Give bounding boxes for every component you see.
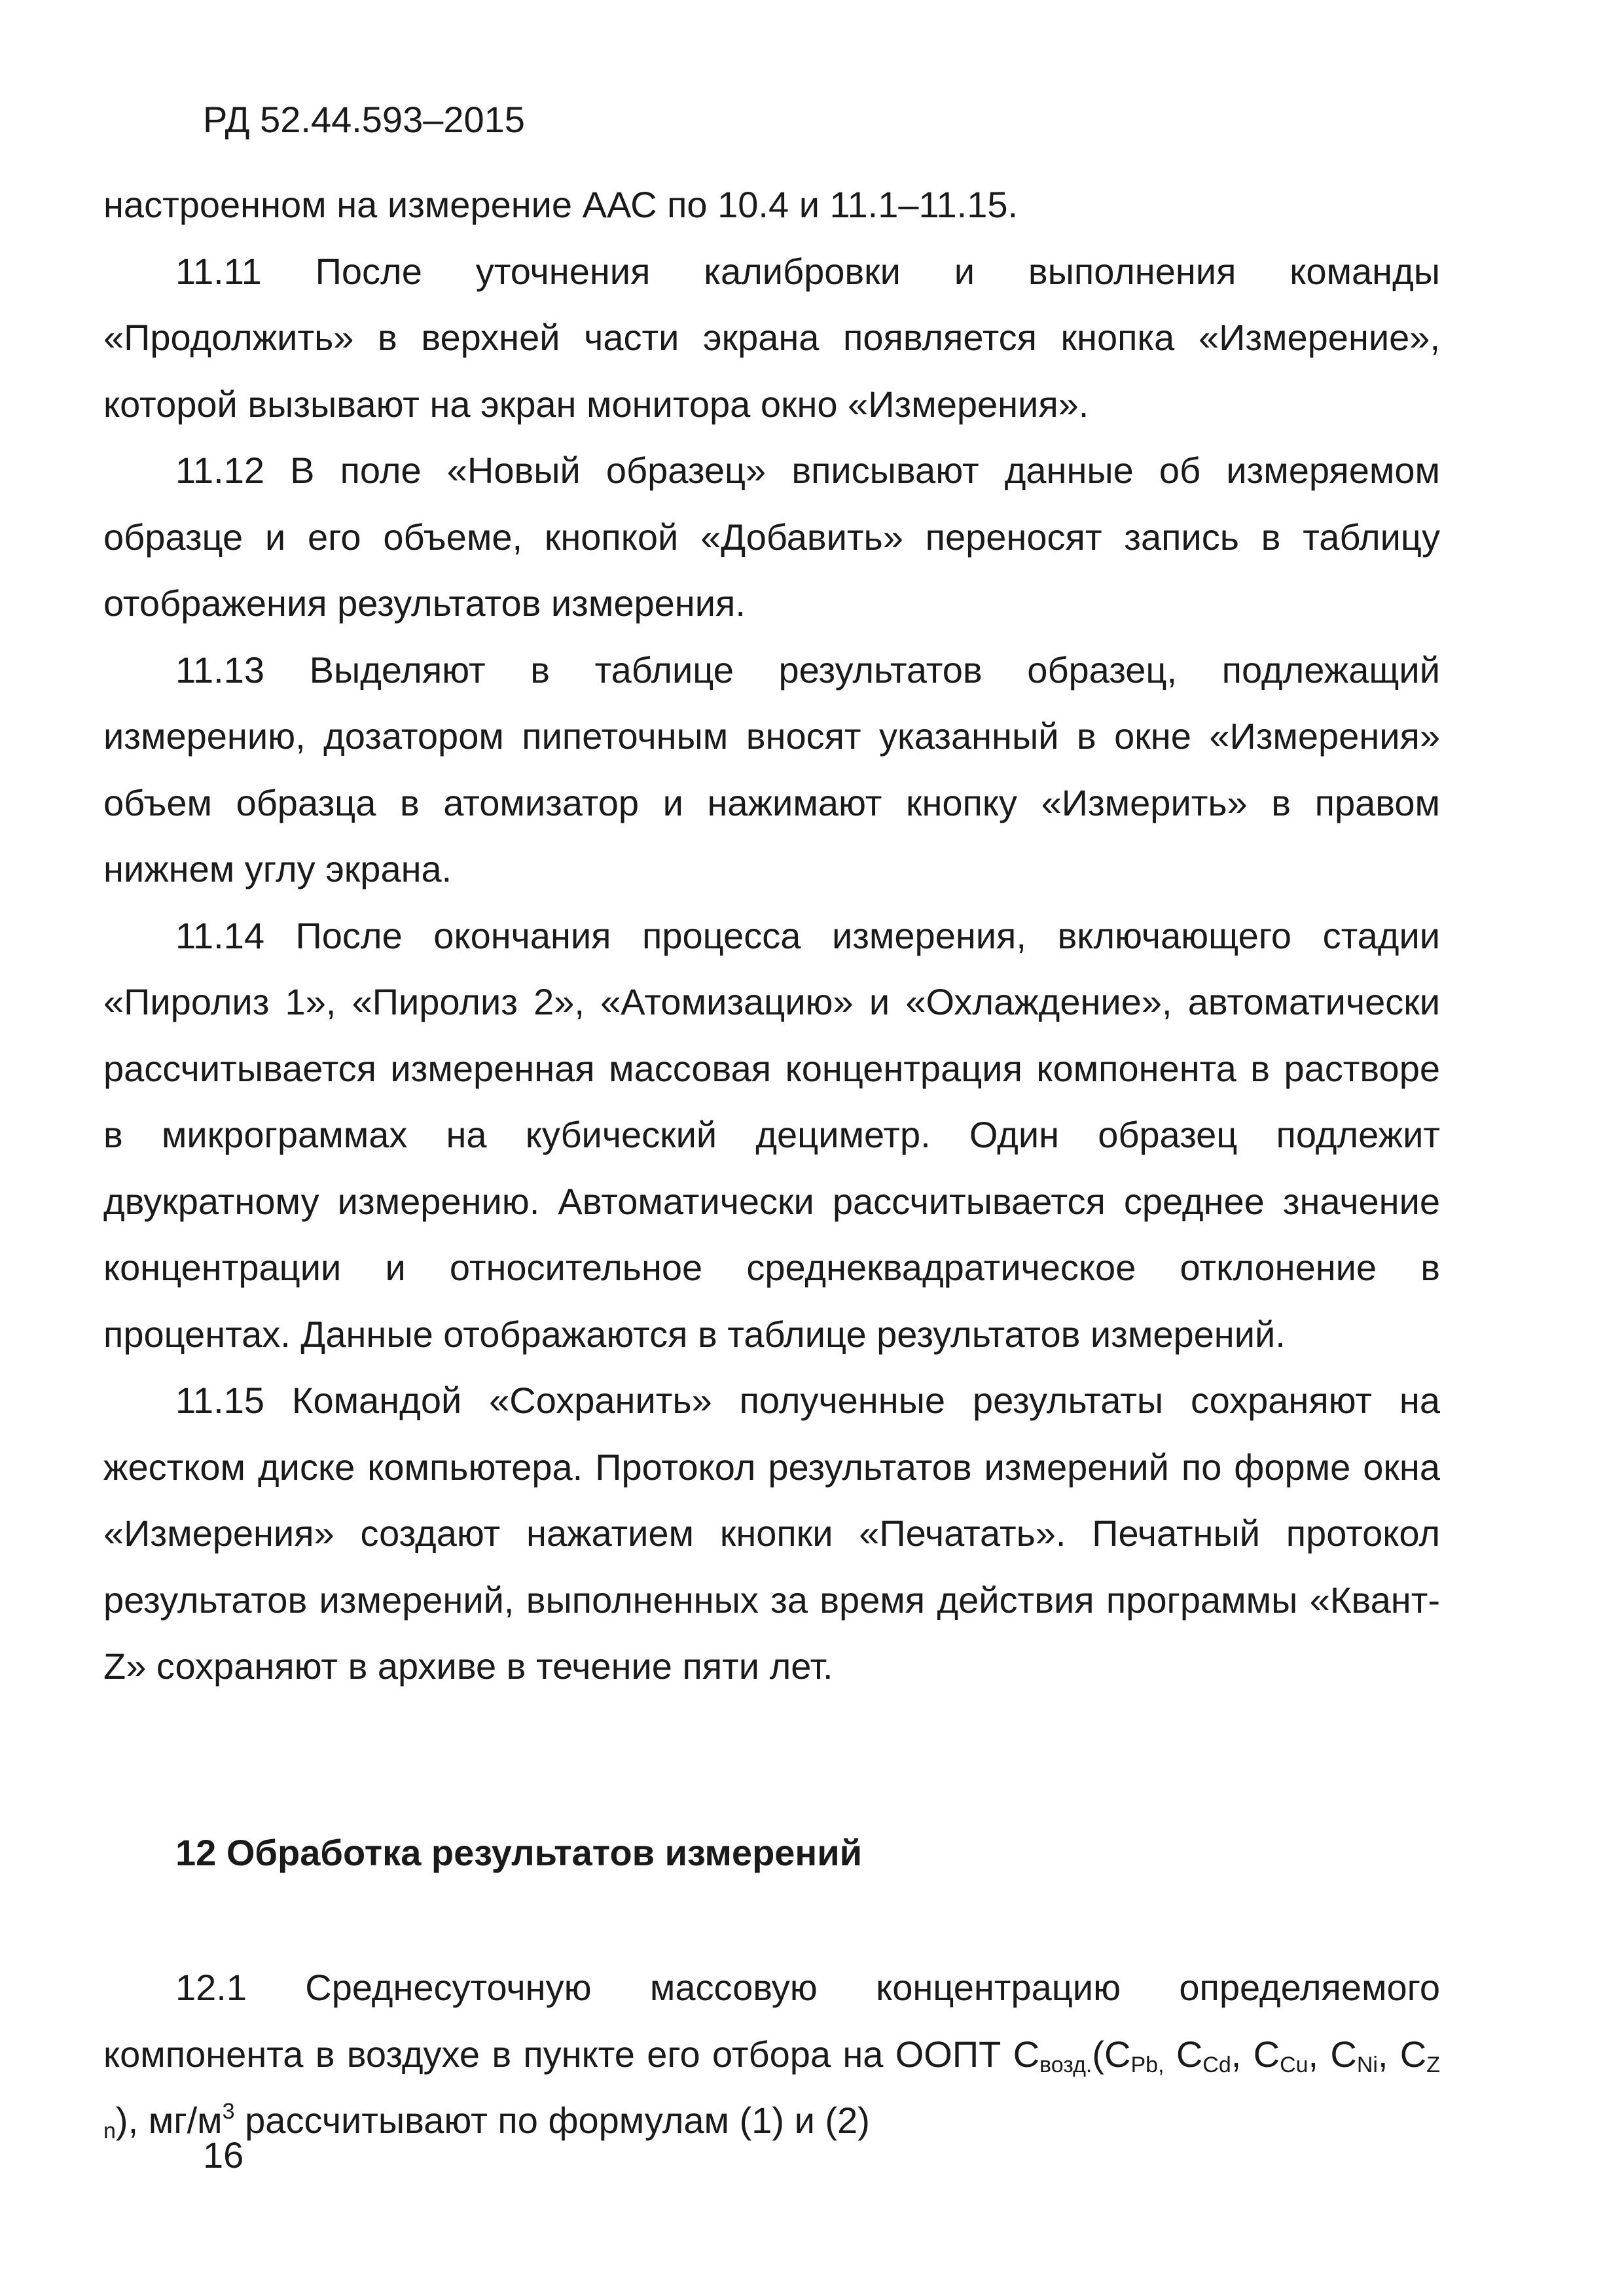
superscript-3: 3 — [222, 2099, 235, 2124]
p12-1-lead: 12.1 Среднесуточную массовую концентрацию определяемого компонента в воздухе в пункте его отбора на ООПТ C — [103, 1967, 1440, 2075]
paragraph-11-15: 11.15 Командой «Сохранить» полученные результаты сохраняют на жестком диске компьютера. Протокол результатов измерений по форме окна «Измерения» создают нажатием кнопки «Печатать». Печатный протокол результатов измерений, выполненных за время действия программы «Квант-Z» сохраняют в архиве в течение пяти лет. — [103, 1380, 1440, 1687]
subscript-vozd: возд. — [1039, 2052, 1092, 2077]
p12-1-c-ni: , C — [1308, 2033, 1357, 2075]
section-12-body — [103, 1954, 1440, 2154]
p12-1-open: (C — [1092, 2033, 1131, 2075]
paragraph-11-14: 11.14 После окончания процесса измерения, включающего стадии «Пиролиз 1», «Пиролиз 2», «Атомизацию» и «Охлаждение», автоматически рассчитывается измеренная массовая концентрация компонента в растворе в микрограммах на кубический дециметр. Один образец подлежит двукратному измерению. Автоматически рассчитывается среднее значение концентрации и относительное среднеквадратическое отклонение в процентах. Данные отображаются в таблице результатов измерений. — [103, 914, 1440, 1355]
paragraph-11-11: 11.11 После уточнения калибровки и выполнения команды «Продолжить» в верхней части экрана появляется кнопка «Измерение», которой вызывают на экран монитора окно «Измерения». — [103, 250, 1440, 425]
body-text — [103, 171, 1440, 1700]
document-code-header: РД 52.44.593–2015 — [203, 99, 525, 140]
subscript-ni: Ni — [1356, 2052, 1378, 2077]
subscript-cd: Cd — [1202, 2052, 1231, 2077]
p12-1-c-cd: C — [1164, 2033, 1203, 2075]
p12-1-units: ), мг/м — [115, 2100, 223, 2141]
section-12 — [103, 1820, 1440, 1886]
page-number: 16 — [203, 2134, 244, 2176]
subscript-cu: Cu — [1280, 2052, 1308, 2077]
p12-1-c-zn: , C — [1377, 2033, 1427, 2075]
subscript-pb: Pb, — [1130, 2052, 1164, 2077]
paragraph-11-13: 11.13 Выделяют в таблице результатов образец, подлежащий измерению, дозатором пипеточным вносят указанный в окне «Измерения» объем образца в атомизатор и нажимают кнопку «Измерить» в правом нижнем углу экрана. — [103, 649, 1440, 889]
p12-1-c-cu: , C — [1231, 2033, 1280, 2075]
section-heading: 12 Обработка результатов измерений — [175, 1832, 863, 1873]
subscript-zn: Z n — [103, 2052, 1441, 2144]
paragraph-12-1 — [103, 1954, 1440, 2154]
p12-1-tail: рассчитывают по формулам (1) и (2) — [234, 2100, 870, 2141]
paragraph-11-12: 11.12 В поле «Новый образец» вписывают данные об измеряемом образце и его объеме, кнопкой «Добавить» переносят запись в таблицу отображения результатов измерения. — [103, 450, 1440, 624]
paragraph-continuation: настроенном на измерение ААС по 10.4 и 11.1–11.15. — [103, 184, 1019, 225]
